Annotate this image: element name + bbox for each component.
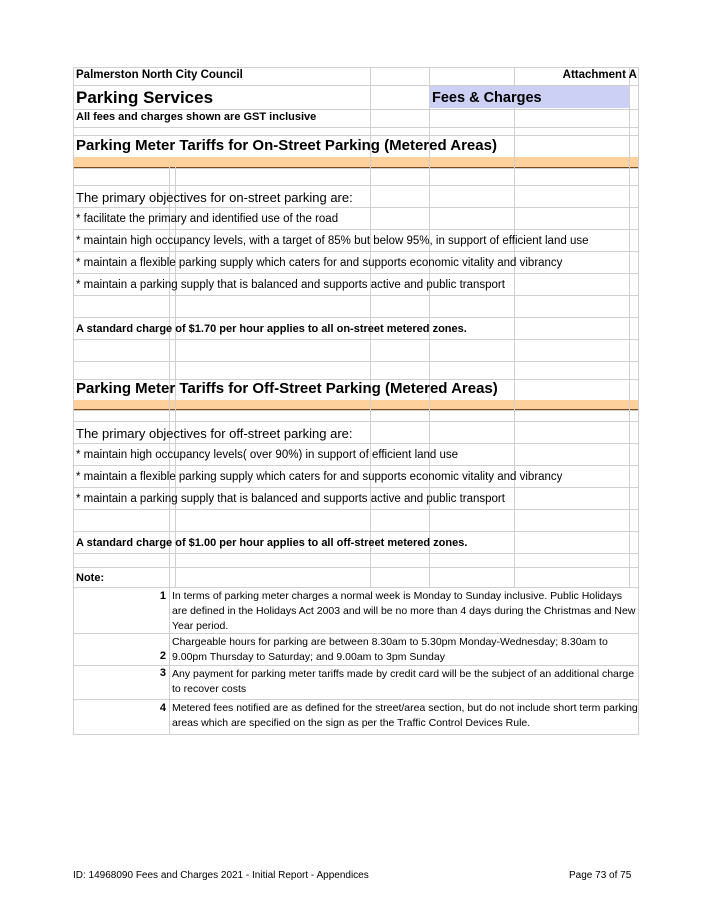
footer-page-number: Page 73 of 75 (569, 870, 632, 881)
off-street-charge: A standard charge of $1.00 per hour applies to all off-street metered zones. (76, 537, 468, 549)
note-number: 4 (159, 702, 166, 714)
footer-document-id: ID: 14968090 Fees and Charges 2021 - Initial Report - Appendices (73, 870, 369, 881)
off-street-intro: The primary objectives for off-street parking are: (76, 426, 353, 441)
note-number: 3 (159, 667, 166, 679)
on-street-charge: A standard charge of $1.70 per hour applies to all on-street metered zones. (76, 323, 467, 335)
note-text: Chargeable hours for parking are between 8.30am to 5.30pm Monday-Wednesday; 8.30am to 9.00pm Thursday to Saturday; and 9.00am to 3pm Sunday (172, 636, 608, 663)
attachment-label: Attachment A (562, 69, 637, 81)
fees-charges-label: Fees & Charges (432, 90, 542, 106)
section-title: Parking Services (76, 88, 214, 107)
on-street-bullet: * maintain a flexible parking supply which caters for and supports economic vitality and vibrancy (76, 257, 563, 269)
off-street-band (73, 400, 639, 410)
note-text: Metered fees notified are as defined for the street/area section, but do not include short term parking areas which are specified on the sign as per the Traffic Control Devices Rule. (172, 702, 638, 729)
off-street-heading: Parking Meter Tariffs for Off-Street Parking (Metered Areas) (76, 380, 498, 397)
off-street-bullet: * maintain a flexible parking supply which caters for and supports economic vitality and vibrancy (76, 471, 563, 483)
note-text: In terms of parking meter charges a normal week is Monday to Sunday inclusive. Public Holidays are defined in the Holidays Act 2003 and will be no more than 4 days during the Christmas and New Year period. (172, 590, 636, 632)
note-number: 2 (159, 650, 166, 662)
on-street-bullet: * maintain high occupancy levels, with a target of 85% but below 95%, in support of efficient land use (76, 235, 589, 247)
note-text: Any payment for parking meter tariffs made by credit card will be the subject of an additional charge to recover costs (172, 668, 635, 695)
fees-spreadsheet (73, 67, 639, 735)
off-street-bullet: * maintain high occupancy levels( over 90%) in support of efficient land use (76, 449, 459, 461)
on-street-heading: Parking Meter Tariffs for On-Street Parking (Metered Areas) (76, 137, 497, 154)
note-number: 1 (159, 590, 166, 602)
on-street-bullet: * maintain a parking supply that is balanced and supports active and public transport (76, 279, 505, 291)
on-street-band (73, 157, 639, 168)
gst-note: All fees and charges shown are GST inclusive (76, 111, 317, 123)
off-street-bullet: * maintain a parking supply that is balanced and supports active and public transport (76, 493, 505, 505)
on-street-intro: The primary objectives for on-street parking are: (76, 190, 353, 205)
note-label: Note: (76, 572, 105, 584)
on-street-bullet: * facilitate the primary and identified use of the road (76, 213, 339, 225)
council-name: Palmerston North City Council (76, 69, 243, 81)
